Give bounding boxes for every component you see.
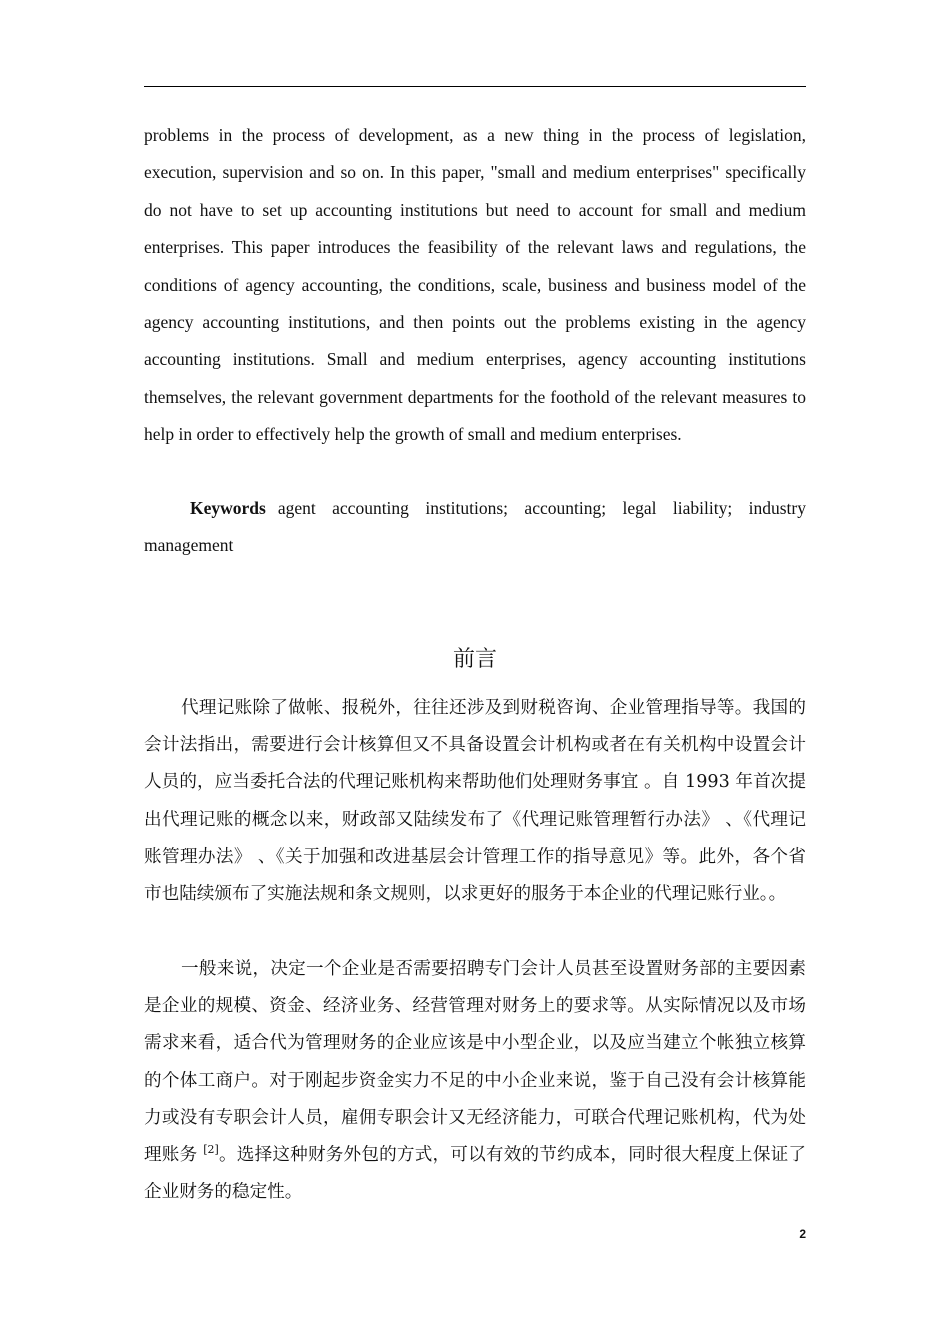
keywords-line [144,490,806,565]
keywords-text: agent accounting institutions; accounting; legal liability; industry management [144,498,806,556]
preface-paragraph-2-text-b: 。选择这种财务外包的方式，可以有效的节约成本，同时很大程度上保证了企业财务的稳定性。 [144,1145,806,1203]
preface-paragraph-2-text-a: 一般来说，决定一个企业是否需要招聘专门会计人员甚至设置财务部的主要因素是企业的规模、资金、经济业务、经营管理对财务上的要求等。从实际情况以及市场需求来看，适合代为管理财务的企业应该是中小型企业，以及应当建立个帐独立核算的个体工商户。对于刚起步资金实力不足的中小企业来说，鉴于自己没有会计核算能力或没有专职会计人员，雇佣专职会计又无经济能力，可联合代理记账机构，代为处理账务 [144,959,806,1166]
header-rule [144,86,806,87]
preface-paragraph-2 [144,951,806,1211]
citation-ref[interactable]: [2] [203,1143,219,1157]
preface-paragraph-1: 代理记账除了做帐、报税外，往往还涉及到财税咨询、企业管理指导等。我国的会计法指出，需要进行会计核算但又不具备设置会计机构或者在有关机构中设置会计人员的，应当委托合法的代理记账机构来帮助他们处理财务事宜 。自 1993 年首次提出代理记账的概念以来，财政部又陆续发布了《代理记账管理暂行办法》 、《代理记账管理办法》 、《关于加强和改进基层会计管理工作的指导意见》等。此外，各个省市也陆续颁布了实施法规和条文规则，以求更好的服务于本企业的代理记账行业。。 [144,698,806,905]
page-number: 2 [799,1227,806,1241]
abstract-paragraph: problems in the process of development, as a new thing in the process of legislation, execution, supervision and so on. In this paper, "small and medium enterprises" specifically do not have to set up accounting institutions but need to account for small and medium enterprises. This paper introduces the feasibility of the relevant laws and regulations, the conditions of agency accounting, the conditions, scale, business and business model of the agency accounting institutions, and then points out the problems existing in the agency accounting institutions. Small and medium enterprises, agency accounting institutions themselves, the relevant government departments for the foothold of the relevant measures to help in order to effectively help the growth of small and medium enterprises. [144,125,806,445]
keywords-label: Keywords [190,498,266,518]
section-title-preface: 前言 [452,647,497,672]
